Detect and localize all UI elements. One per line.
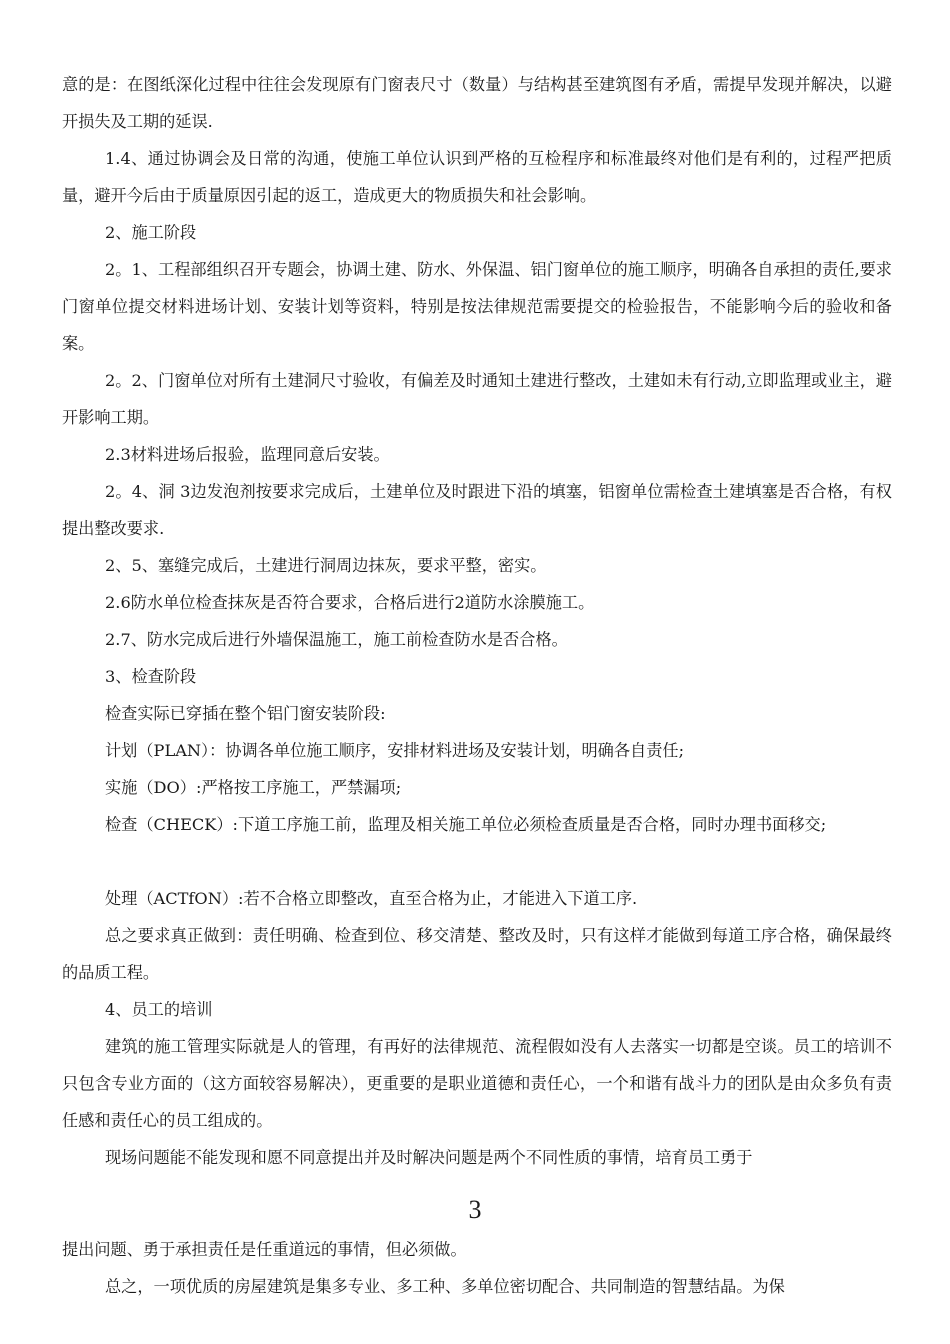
paragraph-2-2: 2。2、门窗单位对所有土建洞尺寸验收，有偏差及时通知土建进行整改，土建如未有行动,立即监理或业主，避开影响工期。	[62, 371, 892, 427]
section-heading-construction: 2、施工阶段	[105, 223, 197, 242]
paragraph-2-7: 2.7、防水完成后进行外墙保温施工，施工前检查防水是否合格。	[105, 630, 568, 649]
paragraph-plan: 计划（PLAN）：协调各单位施工顺序，安排材料进场及安装计划，明确各自责任;	[105, 741, 685, 760]
paragraph-action: 处理（ACTfON）:若不合格立即整改，直至合格为止，才能进入下道工序.	[105, 889, 638, 908]
section-heading-inspection: 3、检查阶段	[105, 667, 197, 686]
paragraph-problems-continued: 提出问题、勇于承担责任是任重道远的事情，但必须做。	[62, 1240, 467, 1259]
paragraph-problems: 现场问题能不能发现和愿不同意提出并及时解决问题是两个不同性质的事情，培育员工勇于	[105, 1148, 753, 1167]
paragraph-conclusion: 总之，一项优质的房屋建筑是集多专业、多工种、多单位密切配合、共同制造的智慧结晶。为保	[105, 1277, 785, 1296]
paragraph-summary: 总之要求真正做到：责任明确、检查到位、移交清楚、整改及时，只有这样才能做到每道工序合格，确保最终的品质工程。	[62, 926, 892, 982]
paragraph-1-4: 1.4、通过协调会及日常的沟通，使施工单位认识到严格的互检程序和标准最终对他们是有利的，过程严把质量，避开今后由于质量原因引起的返工，造成更大的物质损失和社会影响。	[62, 149, 892, 205]
paragraph-2-1: 2。1、工程部组织召开专题会，协调土建、防水、外保温、铝门窗单位的施工顺序，明确各自承担的责任,要求门窗单位提交材料进场计划、安装计划等资料，特别是按法律规范需要提交的检验报告，不能影响今后的验收和备案。	[62, 260, 892, 353]
paragraph-2-6: 2.6防水单位检查抹灰是否符合要求，合格后进行2道防水涂膜施工。	[105, 593, 595, 612]
paragraph-inspection-intro: 检查实际已穿插在整个铝门窗安装阶段:	[105, 704, 386, 723]
paragraph-training: 建筑的施工管理实际就是人的管理，有再好的法律规范、流程假如没有人去落实一切都是空谈。员工的培训不只包含专业方面的（这方面较容易解决），更重要的是职业道德和责任心，一个和谐有战斗力的团队是由众多负有责任感和责任心的员工组成的。	[62, 1037, 892, 1130]
paragraph-2-4: 2。4、洞 3边发泡剂按要求完成后，土建单位及时跟进下沿的填塞，铝窗单位需检查土建填塞是否合格，有权提出整改要求.	[62, 482, 892, 538]
paragraph-2-3: 2.3材料进场后报验，监理同意后安装。	[105, 445, 390, 464]
paragraph-do: 实施（DO）:严格按工序施工，严禁漏项;	[105, 778, 402, 797]
paragraph-check: 检查（CHECK）:下道工序施工前，监理及相关施工单位必须检查质量是否合格，同时办理书面移交;	[105, 815, 827, 834]
paragraph-continuation: 意的是：在图纸深化过程中往往会发现原有门窗表尺寸（数量）与结构甚至建筑图有矛盾，需提早发现并解决，以避开损失及工期的延误.	[62, 75, 892, 131]
section-heading-training: 4、员工的培训	[105, 1000, 213, 1019]
paragraph-2-5: 2、5、塞缝完成后，土建进行洞周边抹灰，要求平整，密实。	[105, 556, 547, 575]
page-number: 3	[468, 1195, 482, 1224]
